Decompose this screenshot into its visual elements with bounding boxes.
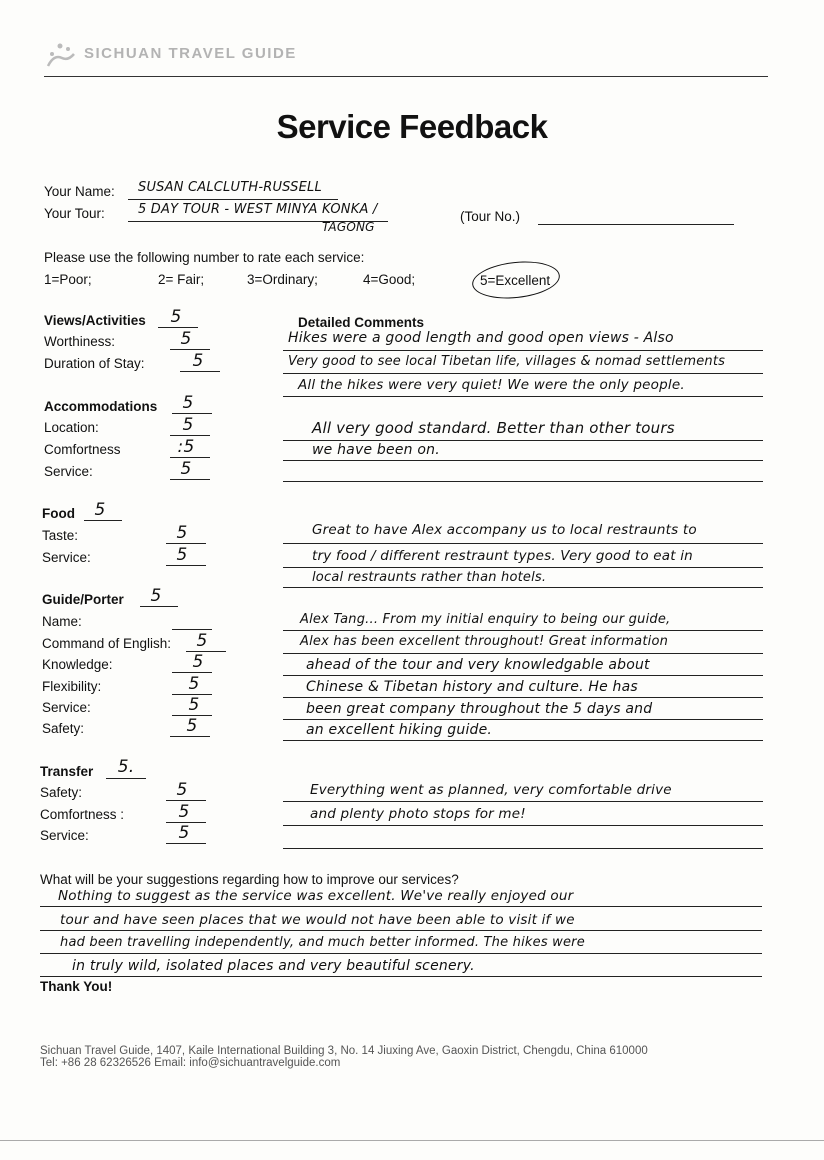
- item-label-location: Location:: [44, 420, 99, 435]
- section-title-food: Food: [42, 506, 75, 521]
- footer-address: Sichuan Travel Guide, 1407, Kaile International Building 3, No. 14 Jiuxing Ave, Gaoxin District, Chengdu, China 610000: [40, 1045, 648, 1057]
- suggestion-line-1: Nothing to suggest as the service was excellent. We've really enjoyed our: [58, 888, 574, 904]
- item-rating-location: 5: [182, 415, 194, 435]
- logo-text: SICHUAN TRAVEL GUIDE: [84, 45, 297, 62]
- item-rating-food-service: 5: [176, 545, 188, 565]
- item-label-transfer-safety: Safety:: [40, 785, 83, 800]
- comment-accommodations-1: All very good standard. Better than other tours: [312, 419, 675, 437]
- section-rating-accommodations: 5: [182, 393, 194, 413]
- section-rating-transfer: 5.: [117, 757, 135, 777]
- name-value: SUSAN CALCLUTH-RUSSELL: [138, 180, 322, 195]
- comment-views-1: Hikes were a good length and good open views - Also: [288, 330, 674, 346]
- comment-guide-4: Chinese & Tibetan history and culture. He has: [306, 679, 638, 695]
- name-line: [128, 199, 338, 200]
- comment-views-3: All the hikes were very quiet! We were the only people.: [298, 377, 685, 393]
- comment-guide-1: Alex Tang... From my initial enquiry to being our guide,: [300, 612, 671, 627]
- comment-transfer-1: Everything went as planned, very comfortable drive: [310, 782, 672, 798]
- item-label-comfortness: Comfortness: [44, 442, 121, 457]
- tour-no-label: (Tour No.): [460, 209, 521, 224]
- suggestion-line-4: in truly wild, isolated places and very beautiful scenery.: [72, 958, 475, 974]
- suggestion-line-3: had been travelling independently, and much better informed. The hikes were: [60, 935, 585, 950]
- item-rating-transfer-service: 5: [178, 823, 190, 843]
- suggestion-line-2: tour and have seen places that we would not have been able to visit if we: [60, 912, 575, 928]
- rating-instruction: Please use the following number to rate each service:: [44, 250, 365, 265]
- item-rating-transfer-comfortness: 5: [178, 802, 190, 822]
- comment-transfer-2: and plenty photo stops for me!: [310, 806, 526, 822]
- comments-header: Detailed Comments: [298, 315, 425, 330]
- item-label-flexibility: Flexibility:: [42, 679, 102, 694]
- section-title-guide: Guide/Porter: [42, 592, 124, 607]
- item-label-transfer-comfortness: Comfortness :: [40, 807, 125, 822]
- thank-you: Thank You!: [40, 979, 113, 994]
- section-title-views: Views/Activities: [44, 313, 146, 328]
- item-label-guide-service: Service:: [42, 700, 91, 715]
- scale-ordinary: 3=Ordinary;: [247, 272, 318, 287]
- item-rating-duration: 5: [192, 351, 204, 371]
- section-title-transfer: Transfer: [40, 764, 94, 779]
- scale-good: 4=Good;: [363, 272, 416, 287]
- item-rating-taste: 5: [176, 523, 188, 543]
- item-label-guide-safety: Safety:: [42, 721, 85, 736]
- item-label-food-service: Service:: [42, 550, 91, 565]
- item-label-transfer-service: Service:: [40, 828, 89, 843]
- item-rating-transfer-safety: 5: [176, 780, 188, 800]
- scale-fair: 2= Fair;: [158, 272, 205, 287]
- header-rule: [44, 76, 768, 77]
- item-rating-comfortness: :5: [177, 437, 195, 457]
- item-rating-guide-service: 5: [188, 695, 200, 715]
- footer-contact: Tel: +86 28 62326526 Email: info@sichuantravelguide.com: [40, 1057, 341, 1069]
- item-label-knowledge: Knowledge:: [42, 657, 113, 672]
- item-rating-flexibility: 5: [188, 674, 200, 694]
- page-title: Service Feedback: [276, 108, 548, 145]
- item-label-accommodation-service: Service:: [44, 464, 93, 479]
- comment-guide-3: ahead of the tour and very knowledgable about: [306, 657, 650, 673]
- item-label-guide-name: Name:: [42, 614, 82, 629]
- comment-guide-6: an excellent hiking guide.: [306, 722, 493, 738]
- suggestions-question: What will be your suggestions regarding how to improve our services?: [40, 872, 459, 887]
- item-rating-english: 5: [196, 631, 208, 651]
- item-label-taste: Taste:: [42, 528, 79, 543]
- comment-food-1: Great to have Alex accompany us to local restraunts to: [312, 522, 697, 538]
- item-label-english: Command of English:: [42, 636, 172, 651]
- comment-food-3: local restraunts rather than hotels.: [312, 570, 547, 585]
- comment-views-2: Very good to see local Tibetan life, villages & nomad settlements: [288, 354, 726, 369]
- tour-label: Your Tour:: [44, 206, 105, 221]
- section-rating-guide: 5: [150, 586, 162, 606]
- section-rating-views: 5: [170, 307, 182, 327]
- logo-icon: [44, 40, 78, 70]
- scale-excellent: 5=Excellent: [480, 273, 551, 288]
- item-rating-guide-safety: 5: [186, 716, 198, 736]
- item-rating-accommodation-service: 5: [180, 459, 192, 479]
- comment-guide-5: been great company throughout the 5 days and: [306, 701, 653, 717]
- section-rating-food: 5: [94, 500, 106, 520]
- item-label-worthiness: Worthiness:: [44, 334, 116, 349]
- bottom-rule: [0, 1140, 824, 1141]
- item-label-duration: Duration of Stay:: [44, 356, 145, 371]
- comment-accommodations-2: we have been on.: [312, 442, 440, 458]
- tour-no-line: [538, 224, 734, 225]
- tour-value-line1: 5 DAY TOUR - WEST MINYA KONKA /: [138, 202, 378, 217]
- comment-guide-2: Alex has been excellent throughout! Great information: [300, 634, 669, 649]
- name-label: Your Name:: [44, 184, 115, 199]
- scale-poor: 1=Poor;: [44, 272, 92, 287]
- item-rating-worthiness: 5: [180, 329, 192, 349]
- comment-food-2: try food / different restraunt types. Very good to eat in: [312, 548, 693, 564]
- section-title-accommodations: Accommodations: [44, 399, 158, 414]
- item-rating-knowledge: 5: [192, 652, 204, 672]
- selected-rating-circle: [470, 257, 561, 302]
- tour-value-line2: TAGONG: [322, 220, 375, 234]
